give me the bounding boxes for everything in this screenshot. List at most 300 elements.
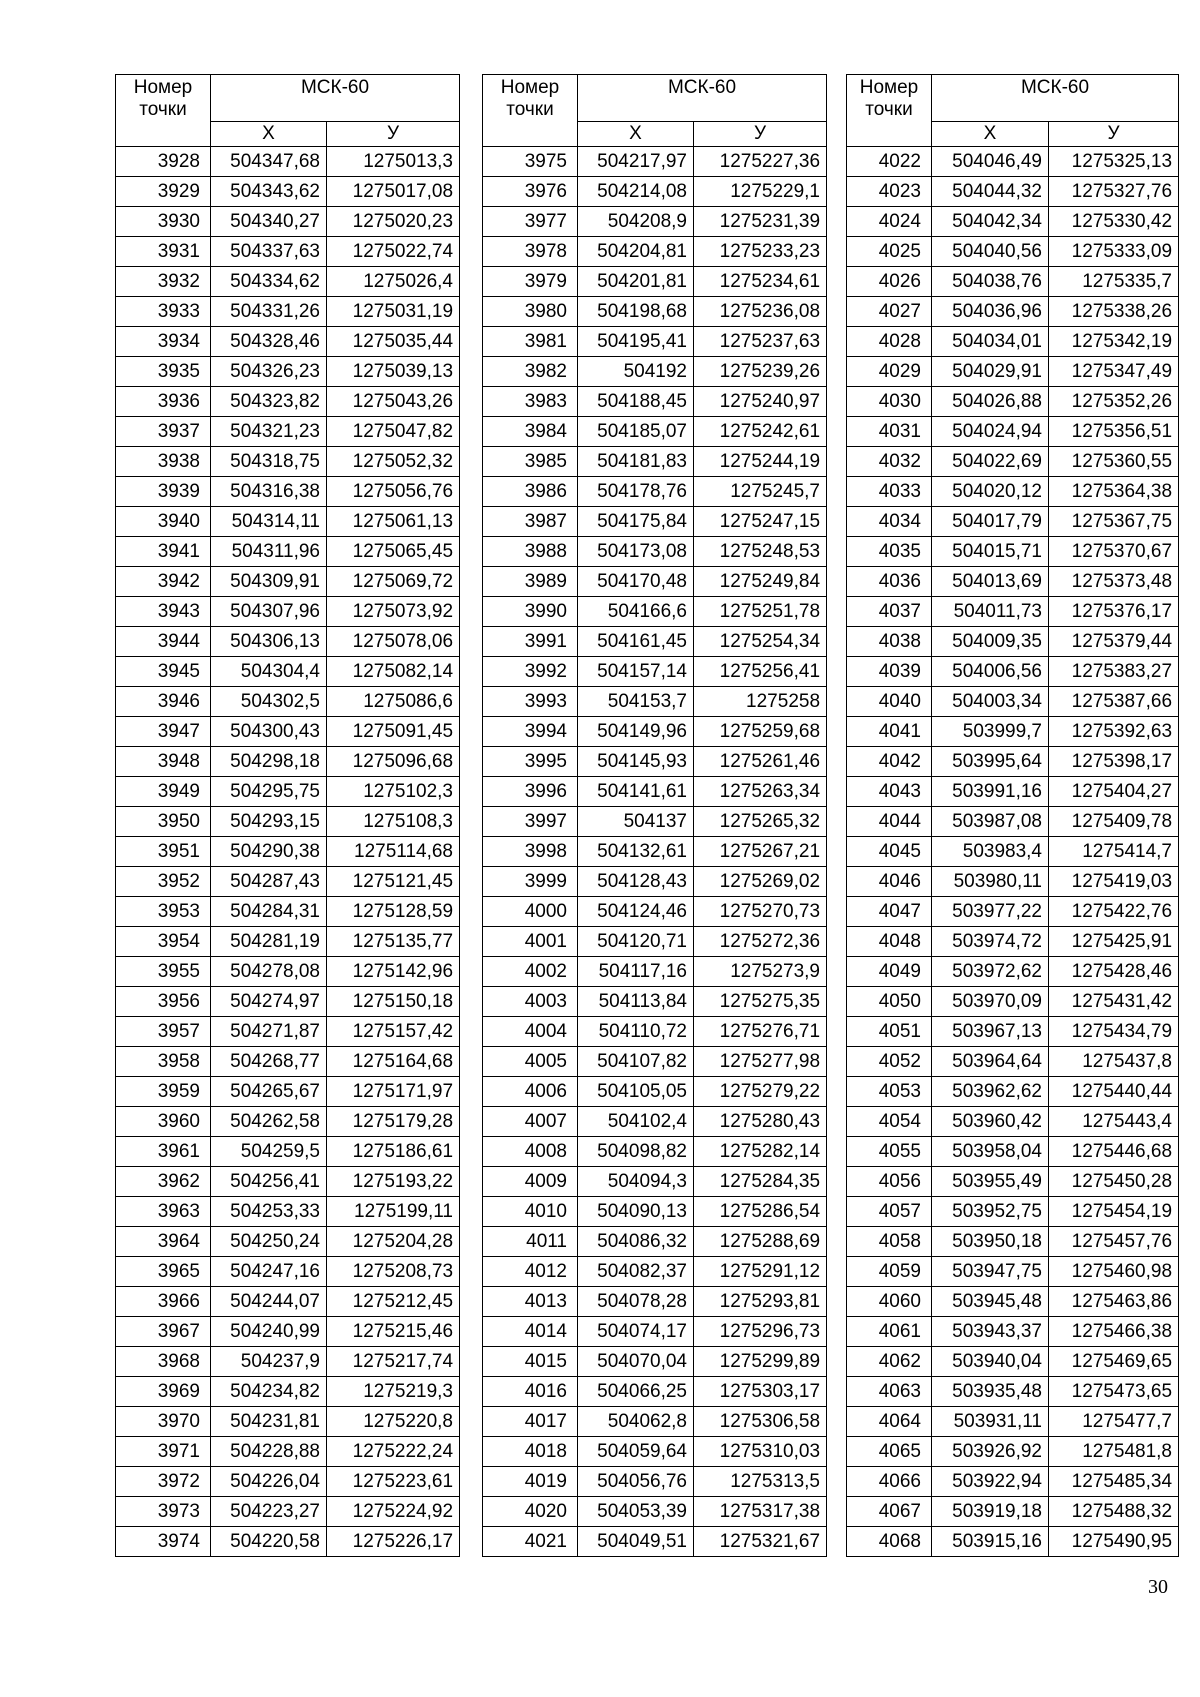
table-row: [847, 1107, 1179, 1137]
point-number-cell: 4000: [483, 897, 578, 927]
y-coordinate-cell: 1275360,55: [1049, 447, 1179, 477]
y-coordinate-cell: 1275404,27: [1049, 777, 1179, 807]
table-row: [847, 1287, 1179, 1317]
point-number-cell: 3973: [116, 1497, 211, 1527]
y-coordinate-cell: 1275186,61: [327, 1137, 460, 1167]
table-body: [116, 147, 460, 1557]
point-number-cell: 3999: [483, 867, 578, 897]
header-coordinate-system: МСК-60: [578, 75, 827, 122]
x-coordinate-cell: 504223,27: [211, 1497, 327, 1527]
x-coordinate-cell: 504307,96: [211, 597, 327, 627]
table-row: [483, 1017, 827, 1047]
point-number-cell: 4008: [483, 1137, 578, 1167]
table-row: [847, 537, 1179, 567]
x-coordinate-cell: 504328,46: [211, 327, 327, 357]
header-point-number: Номер точки: [847, 75, 932, 147]
table-row: [116, 207, 460, 237]
table-row: [483, 1167, 827, 1197]
x-coordinate-cell: 504078,28: [578, 1287, 694, 1317]
y-coordinate-cell: 1275330,42: [1049, 207, 1179, 237]
x-coordinate-cell: 504274,97: [211, 987, 327, 1017]
x-coordinate-cell: 504102,4: [578, 1107, 694, 1137]
point-number-cell: 4039: [847, 657, 932, 687]
y-coordinate-cell: 1275150,18: [327, 987, 460, 1017]
point-number-cell: 3969: [116, 1377, 211, 1407]
x-coordinate-cell: 504240,99: [211, 1317, 327, 1347]
x-coordinate-cell: 504024,94: [932, 417, 1049, 447]
point-number-cell: 3976: [483, 177, 578, 207]
x-coordinate-cell: 504110,72: [578, 1017, 694, 1047]
table-row: [847, 1227, 1179, 1257]
y-coordinate-cell: 1275061,13: [327, 507, 460, 537]
y-coordinate-cell: 1275490,95: [1049, 1527, 1179, 1557]
y-coordinate-cell: 1275299,89: [694, 1347, 827, 1377]
table-row: [116, 717, 460, 747]
x-coordinate-cell: 504188,45: [578, 387, 694, 417]
x-coordinate-cell: 504316,38: [211, 477, 327, 507]
point-number-cell: 4001: [483, 927, 578, 957]
table-row: [847, 597, 1179, 627]
y-coordinate-cell: 1275284,35: [694, 1167, 827, 1197]
y-coordinate-cell: 1275425,91: [1049, 927, 1179, 957]
point-number-cell: 3987: [483, 507, 578, 537]
x-coordinate-cell: 504302,5: [211, 687, 327, 717]
point-number-cell: 4052: [847, 1047, 932, 1077]
x-coordinate-cell: 503955,49: [932, 1167, 1049, 1197]
point-number-cell: 3988: [483, 537, 578, 567]
x-coordinate-cell: 504265,67: [211, 1077, 327, 1107]
point-number-cell: 3928: [116, 147, 211, 177]
table-row: [847, 837, 1179, 867]
table-row: [483, 1377, 827, 1407]
y-coordinate-cell: 1275333,09: [1049, 237, 1179, 267]
point-number-cell: 4067: [847, 1497, 932, 1527]
x-coordinate-cell: 503931,11: [932, 1407, 1049, 1437]
point-number-cell: 3966: [116, 1287, 211, 1317]
y-coordinate-cell: 1275392,63: [1049, 717, 1179, 747]
y-coordinate-cell: 1275338,26: [1049, 297, 1179, 327]
x-coordinate-cell: 504228,88: [211, 1437, 327, 1467]
y-coordinate-cell: 1275272,36: [694, 927, 827, 957]
table-row: [847, 807, 1179, 837]
table-row: [847, 687, 1179, 717]
y-coordinate-cell: 1275370,67: [1049, 537, 1179, 567]
table-row: [116, 477, 460, 507]
point-number-cell: 3978: [483, 237, 578, 267]
point-number-cell: 3960: [116, 1107, 211, 1137]
x-coordinate-cell: 504056,76: [578, 1467, 694, 1497]
point-number-cell: 4025: [847, 237, 932, 267]
table-row: [116, 1407, 460, 1437]
point-number-cell: 3952: [116, 867, 211, 897]
point-number-cell: 3963: [116, 1197, 211, 1227]
x-coordinate-cell: 504046,49: [932, 147, 1049, 177]
table-row: [847, 357, 1179, 387]
point-number-cell: 3954: [116, 927, 211, 957]
x-coordinate-cell: 504226,04: [211, 1467, 327, 1497]
x-coordinate-cell: 504181,83: [578, 447, 694, 477]
point-number-cell: 4027: [847, 297, 932, 327]
table-row: [847, 207, 1179, 237]
point-number-cell: 4012: [483, 1257, 578, 1287]
point-number-cell: 4059: [847, 1257, 932, 1287]
table-row: [483, 807, 827, 837]
y-coordinate-cell: 1275347,49: [1049, 357, 1179, 387]
table-row: [116, 1107, 460, 1137]
table-row: [116, 837, 460, 867]
point-number-cell: 4041: [847, 717, 932, 747]
x-coordinate-cell: 504149,96: [578, 717, 694, 747]
table-row: [847, 447, 1179, 477]
y-coordinate-cell: 1275236,08: [694, 297, 827, 327]
table-row: [116, 1287, 460, 1317]
table-row: [483, 717, 827, 747]
x-coordinate-cell: 504220,58: [211, 1527, 327, 1557]
y-coordinate-cell: 1275379,44: [1049, 627, 1179, 657]
y-coordinate-cell: 1275259,68: [694, 717, 827, 747]
x-coordinate-cell: 504256,41: [211, 1167, 327, 1197]
point-number-cell: 3951: [116, 837, 211, 867]
point-number-cell: 3964: [116, 1227, 211, 1257]
y-coordinate-cell: 1275431,42: [1049, 987, 1179, 1017]
x-coordinate-cell: 503962,62: [932, 1077, 1049, 1107]
x-coordinate-cell: 503983,4: [932, 837, 1049, 867]
y-coordinate-cell: 1275035,44: [327, 327, 460, 357]
point-number-cell: 4048: [847, 927, 932, 957]
y-coordinate-cell: 1275052,32: [327, 447, 460, 477]
table-row: [847, 1197, 1179, 1227]
y-coordinate-cell: 1275460,98: [1049, 1257, 1179, 1287]
point-number-cell: 4029: [847, 357, 932, 387]
table-row: [847, 1377, 1179, 1407]
point-number-cell: 3929: [116, 177, 211, 207]
y-coordinate-cell: 1275286,54: [694, 1197, 827, 1227]
x-coordinate-cell: 504321,23: [211, 417, 327, 447]
y-coordinate-cell: 1275383,27: [1049, 657, 1179, 687]
x-coordinate-cell: 504347,68: [211, 147, 327, 177]
x-coordinate-cell: 504208,9: [578, 207, 694, 237]
y-coordinate-cell: 1275325,13: [1049, 147, 1179, 177]
table-row: [483, 1197, 827, 1227]
y-coordinate-cell: 1275234,61: [694, 267, 827, 297]
table-row: [847, 927, 1179, 957]
x-coordinate-cell: 504231,81: [211, 1407, 327, 1437]
y-coordinate-cell: 1275454,19: [1049, 1197, 1179, 1227]
table-row: [483, 1257, 827, 1287]
y-coordinate-cell: 1275231,39: [694, 207, 827, 237]
y-coordinate-cell: 1275222,24: [327, 1437, 460, 1467]
point-number-cell: 3967: [116, 1317, 211, 1347]
y-coordinate-cell: 1275321,67: [694, 1527, 827, 1557]
y-coordinate-cell: 1275317,38: [694, 1497, 827, 1527]
x-coordinate-cell: 504175,84: [578, 507, 694, 537]
point-number-cell: 3933: [116, 297, 211, 327]
y-coordinate-cell: 1275078,06: [327, 627, 460, 657]
x-coordinate-cell: 504038,76: [932, 267, 1049, 297]
point-number-cell: 3971: [116, 1437, 211, 1467]
point-number-cell: 4020: [483, 1497, 578, 1527]
point-number-cell: 4038: [847, 627, 932, 657]
y-coordinate-cell: 1275121,45: [327, 867, 460, 897]
y-coordinate-cell: 1275171,97: [327, 1077, 460, 1107]
x-coordinate-cell: 504287,43: [211, 867, 327, 897]
y-coordinate-cell: 1275244,19: [694, 447, 827, 477]
point-number-cell: 3936: [116, 387, 211, 417]
x-coordinate-cell: 504040,56: [932, 237, 1049, 267]
point-number-cell: 4015: [483, 1347, 578, 1377]
y-coordinate-cell: 1275091,45: [327, 717, 460, 747]
table-row: [847, 1437, 1179, 1467]
point-number-cell: 3935: [116, 357, 211, 387]
y-coordinate-cell: 1275303,17: [694, 1377, 827, 1407]
point-number-cell: 4065: [847, 1437, 932, 1467]
x-coordinate-cell: 504044,32: [932, 177, 1049, 207]
point-number-cell: 3984: [483, 417, 578, 447]
point-number-cell: 3991: [483, 627, 578, 657]
point-number-cell: 4021: [483, 1527, 578, 1557]
y-coordinate-cell: 1275291,12: [694, 1257, 827, 1287]
y-coordinate-cell: 1275279,22: [694, 1077, 827, 1107]
point-number-cell: 4050: [847, 987, 932, 1017]
table-row: [116, 657, 460, 687]
x-coordinate-cell: 503915,16: [932, 1527, 1049, 1557]
table-row: [483, 657, 827, 687]
y-coordinate-cell: 1275422,76: [1049, 897, 1179, 927]
point-number-cell: 4003: [483, 987, 578, 1017]
y-coordinate-cell: 1275288,69: [694, 1227, 827, 1257]
x-coordinate-cell: 504234,82: [211, 1377, 327, 1407]
y-coordinate-cell: 1275212,45: [327, 1287, 460, 1317]
x-coordinate-cell: 503926,92: [932, 1437, 1049, 1467]
x-coordinate-cell: 504237,9: [211, 1347, 327, 1377]
y-coordinate-cell: 1275481,8: [1049, 1437, 1179, 1467]
y-coordinate-cell: 1275069,72: [327, 567, 460, 597]
x-coordinate-cell: 504314,11: [211, 507, 327, 537]
point-number-cell: 3986: [483, 477, 578, 507]
table-row: [483, 1107, 827, 1137]
table-row: [116, 927, 460, 957]
x-coordinate-cell: 504306,13: [211, 627, 327, 657]
table-row: [847, 1257, 1179, 1287]
table-row: [847, 657, 1179, 687]
y-coordinate-cell: 1275026,4: [327, 267, 460, 297]
table-row: [847, 147, 1179, 177]
point-number-cell: 4044: [847, 807, 932, 837]
point-number-cell: 4009: [483, 1167, 578, 1197]
table-row: [116, 387, 460, 417]
table-row: [483, 747, 827, 777]
table-row: [116, 327, 460, 357]
point-number-cell: 4002: [483, 957, 578, 987]
x-coordinate-cell: 504323,82: [211, 387, 327, 417]
point-number-cell: 4037: [847, 597, 932, 627]
table-row: [116, 687, 460, 717]
table-row: [847, 717, 1179, 747]
x-coordinate-cell: 504334,62: [211, 267, 327, 297]
header-y: У: [327, 122, 460, 147]
point-number-cell: 4060: [847, 1287, 932, 1317]
table-row: [847, 777, 1179, 807]
x-coordinate-cell: 504094,3: [578, 1167, 694, 1197]
y-coordinate-cell: 1275265,32: [694, 807, 827, 837]
y-coordinate-cell: 1275242,61: [694, 417, 827, 447]
x-coordinate-cell: 503919,18: [932, 1497, 1049, 1527]
x-coordinate-cell: 503964,64: [932, 1047, 1049, 1077]
table-row: [116, 417, 460, 447]
table-row: [116, 1377, 460, 1407]
point-number-cell: 3959: [116, 1077, 211, 1107]
y-coordinate-cell: 1275233,23: [694, 237, 827, 267]
point-number-cell: 3943: [116, 597, 211, 627]
point-number-cell: 3931: [116, 237, 211, 267]
y-coordinate-cell: 1275215,46: [327, 1317, 460, 1347]
x-coordinate-cell: 504006,56: [932, 657, 1049, 687]
point-number-cell: 3977: [483, 207, 578, 237]
table-row: [116, 627, 460, 657]
y-coordinate-cell: 1275466,38: [1049, 1317, 1179, 1347]
table-row: [847, 507, 1179, 537]
point-number-cell: 3939: [116, 477, 211, 507]
point-number-cell: 4011: [483, 1227, 578, 1257]
y-coordinate-cell: 1275296,73: [694, 1317, 827, 1347]
table-row: [483, 1437, 827, 1467]
table-row: [847, 477, 1179, 507]
point-number-cell: 3957: [116, 1017, 211, 1047]
point-number-cell: 4035: [847, 537, 932, 567]
x-coordinate-cell: 503935,48: [932, 1377, 1049, 1407]
x-coordinate-cell: 503970,09: [932, 987, 1049, 1017]
point-number-cell: 3985: [483, 447, 578, 477]
point-number-cell: 4042: [847, 747, 932, 777]
point-number-cell: 3961: [116, 1137, 211, 1167]
x-coordinate-cell: 504082,37: [578, 1257, 694, 1287]
point-number-cell: 3955: [116, 957, 211, 987]
point-number-cell: 3947: [116, 717, 211, 747]
point-number-cell: 3962: [116, 1167, 211, 1197]
coordinates-table-2: [482, 74, 827, 1557]
y-coordinate-cell: 1275313,5: [694, 1467, 827, 1497]
y-coordinate-cell: 1275473,65: [1049, 1377, 1179, 1407]
x-coordinate-cell: 504020,12: [932, 477, 1049, 507]
table-row: [847, 1527, 1179, 1557]
x-coordinate-cell: 504192: [578, 357, 694, 387]
x-coordinate-cell: 504311,96: [211, 537, 327, 567]
x-coordinate-cell: 503960,42: [932, 1107, 1049, 1137]
table-row: [116, 297, 460, 327]
y-coordinate-cell: 1275229,1: [694, 177, 827, 207]
y-coordinate-cell: 1275409,78: [1049, 807, 1179, 837]
y-coordinate-cell: 1275020,23: [327, 207, 460, 237]
x-coordinate-cell: 504309,91: [211, 567, 327, 597]
x-coordinate-cell: 504281,19: [211, 927, 327, 957]
x-coordinate-cell: 504053,39: [578, 1497, 694, 1527]
y-coordinate-cell: 1275135,77: [327, 927, 460, 957]
table-row: [483, 417, 827, 447]
point-number-cell: 3937: [116, 417, 211, 447]
x-coordinate-cell: 504343,62: [211, 177, 327, 207]
table-row: [483, 567, 827, 597]
x-coordinate-cell: 504074,17: [578, 1317, 694, 1347]
table-row: [847, 957, 1179, 987]
x-coordinate-cell: 504157,14: [578, 657, 694, 687]
y-coordinate-cell: 1275477,7: [1049, 1407, 1179, 1437]
point-number-cell: 3950: [116, 807, 211, 837]
x-coordinate-cell: 504201,81: [578, 267, 694, 297]
y-coordinate-cell: 1275437,8: [1049, 1047, 1179, 1077]
y-coordinate-cell: 1275047,82: [327, 417, 460, 447]
y-coordinate-cell: 1275276,71: [694, 1017, 827, 1047]
x-coordinate-cell: 504337,63: [211, 237, 327, 267]
table-row: [483, 147, 827, 177]
point-number-cell: 4026: [847, 267, 932, 297]
x-coordinate-cell: 504113,84: [578, 987, 694, 1017]
table-row: [483, 1467, 827, 1497]
point-number-cell: 4004: [483, 1017, 578, 1047]
table-row: [483, 507, 827, 537]
x-coordinate-cell: 504107,82: [578, 1047, 694, 1077]
table-row: [847, 747, 1179, 777]
table-row: [116, 1257, 460, 1287]
point-number-cell: 3953: [116, 897, 211, 927]
point-number-cell: 3958: [116, 1047, 211, 1077]
y-coordinate-cell: 1275073,92: [327, 597, 460, 627]
x-coordinate-cell: 504204,81: [578, 237, 694, 267]
y-coordinate-cell: 1275258: [694, 687, 827, 717]
table-row: [847, 1347, 1179, 1377]
table-row: [483, 987, 827, 1017]
point-number-cell: 4063: [847, 1377, 932, 1407]
coordinates-table-1: [115, 74, 460, 1557]
y-coordinate-cell: 1275275,35: [694, 987, 827, 1017]
point-number-cell: 4019: [483, 1467, 578, 1497]
x-coordinate-cell: 504026,88: [932, 387, 1049, 417]
point-number-cell: 4031: [847, 417, 932, 447]
table-row: [483, 627, 827, 657]
x-coordinate-cell: 504013,69: [932, 567, 1049, 597]
y-coordinate-cell: 1275364,38: [1049, 477, 1179, 507]
point-number-cell: 3948: [116, 747, 211, 777]
y-coordinate-cell: 1275267,21: [694, 837, 827, 867]
y-coordinate-cell: 1275310,03: [694, 1437, 827, 1467]
table-row: [116, 1047, 460, 1077]
point-number-cell: 3996: [483, 777, 578, 807]
x-coordinate-cell: 504011,73: [932, 597, 1049, 627]
header-coordinate-system: МСК-60: [211, 75, 460, 122]
table-row: [116, 447, 460, 477]
x-coordinate-cell: 504124,46: [578, 897, 694, 927]
point-number-cell: 3981: [483, 327, 578, 357]
header-y: У: [694, 122, 827, 147]
y-coordinate-cell: 1275352,26: [1049, 387, 1179, 417]
y-coordinate-cell: 1275224,92: [327, 1497, 460, 1527]
x-coordinate-cell: 504132,61: [578, 837, 694, 867]
x-coordinate-cell: 503952,75: [932, 1197, 1049, 1227]
y-coordinate-cell: 1275446,68: [1049, 1137, 1179, 1167]
x-coordinate-cell: 503947,75: [932, 1257, 1049, 1287]
y-coordinate-cell: 1275114,68: [327, 837, 460, 867]
x-coordinate-cell: 503999,7: [932, 717, 1049, 747]
table-row: [847, 237, 1179, 267]
point-number-cell: 4046: [847, 867, 932, 897]
table-row: [483, 447, 827, 477]
y-coordinate-cell: 1275414,7: [1049, 837, 1179, 867]
table-row: [483, 1317, 827, 1347]
x-coordinate-cell: 504331,26: [211, 297, 327, 327]
table-row: [847, 387, 1179, 417]
table-row: [847, 1407, 1179, 1437]
x-coordinate-cell: 503922,94: [932, 1467, 1049, 1497]
table-row: [483, 1407, 827, 1437]
